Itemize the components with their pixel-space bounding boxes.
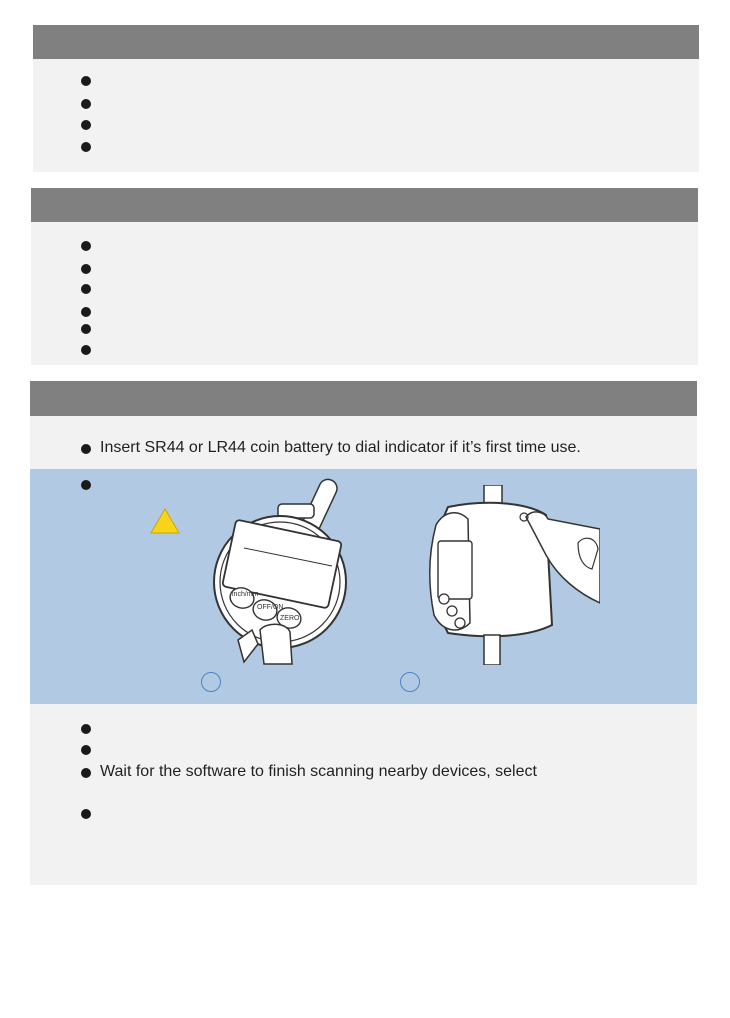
step-scan-text: Wait for the software to finish scanning nearby devices, select: [100, 763, 537, 780]
section-2-header: [31, 188, 698, 222]
dial-indicator-side-illustration: [428, 485, 600, 665]
bullet-icon: [81, 324, 91, 334]
bullet-icon: [81, 284, 91, 294]
bullet-icon: [81, 480, 91, 490]
bullet-icon: [81, 768, 91, 778]
dial-indicator-front-illustration: [208, 472, 368, 667]
bullet-icon: [81, 809, 91, 819]
bullet-icon: [81, 241, 91, 251]
bullet-icon: [81, 264, 91, 274]
step-badge-right: [400, 672, 420, 692]
bullet-icon: [81, 307, 91, 317]
warning-icon: [150, 508, 180, 534]
bullet-icon: [81, 444, 91, 454]
section-2: [31, 188, 698, 365]
section-1: [33, 25, 699, 172]
section-3-header: [30, 381, 697, 416]
bullet-icon: [81, 76, 91, 86]
bullet-icon: [81, 142, 91, 152]
section-1-header: [33, 25, 699, 59]
bullet-icon: [81, 724, 91, 734]
bullet-icon: [81, 120, 91, 130]
inch-mm-label: inch/mm: [232, 591, 259, 598]
bullet-icon: [81, 345, 91, 355]
off-on-label: OFF/ON: [257, 604, 284, 611]
zero-label: ZERO: [280, 615, 300, 622]
bullet-icon: [81, 745, 91, 755]
step-battery-text: Insert SR44 or LR44 coin battery to dial indicator if it’s first time use.: [100, 439, 581, 456]
step-badge-left: [201, 672, 221, 692]
bullet-icon: [81, 99, 91, 109]
